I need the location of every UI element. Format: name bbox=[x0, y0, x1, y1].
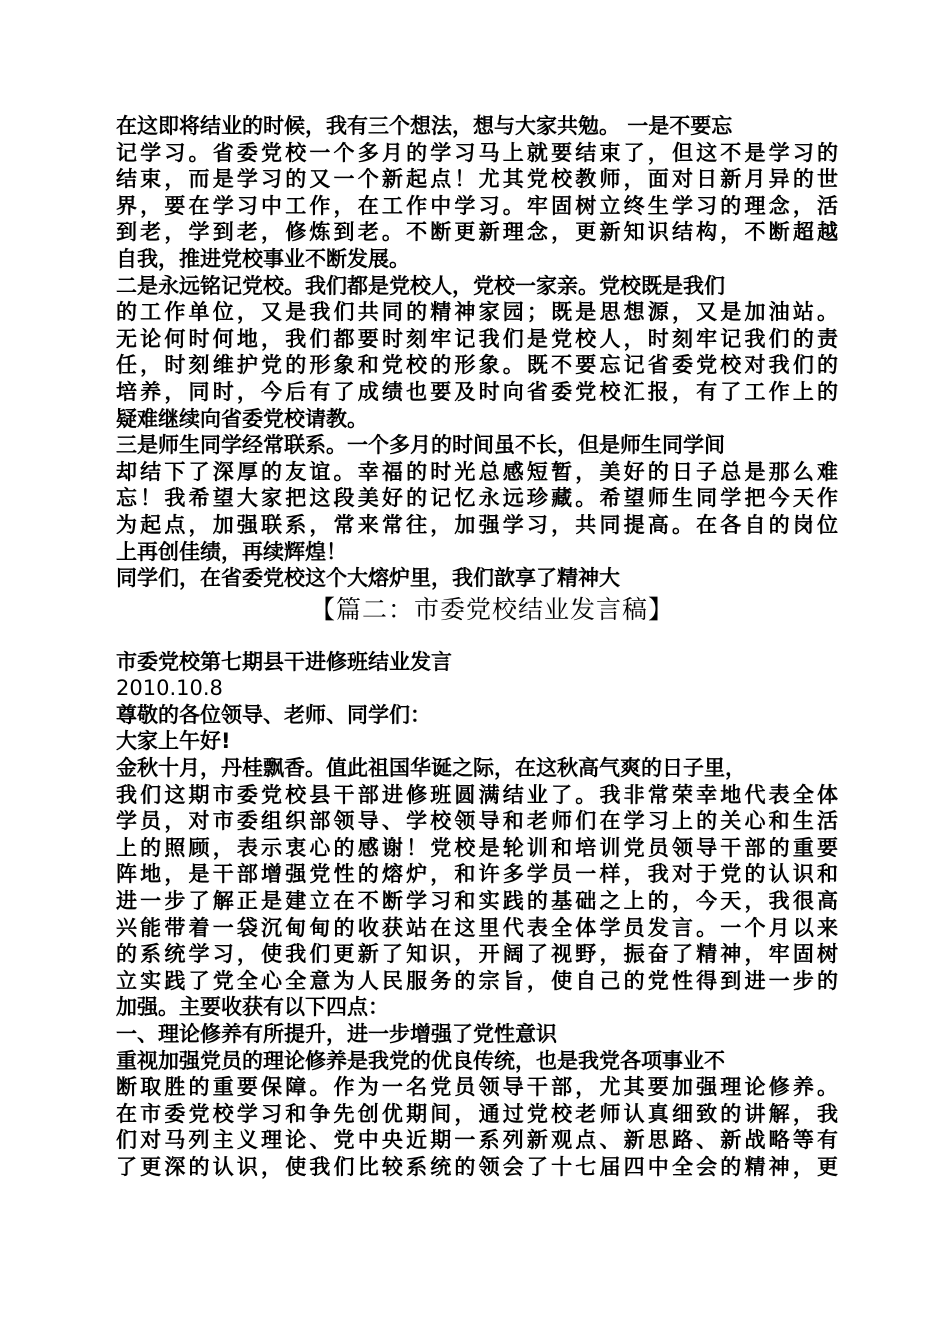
text-line: 了更深的认识，使我们比较系统的领会了十七届四中全会的精神，更 bbox=[116, 1154, 838, 1179]
text-line: 金秋十月，丹桂飘香。值此祖国华诞之际，在这秋高气爽的日子里， bbox=[116, 756, 746, 781]
text-line: 在这即将结业的时候，我有三个想法，想与大家共勉。 一是不要忘 bbox=[116, 114, 733, 138]
text-line: 学员，对市委组织部领导、学校领导和老师们在学习上的关心和生活 bbox=[116, 809, 838, 834]
text-line: 立实践了党全心全意为人民服务的宗旨，使自己的党性得到进一步的 bbox=[116, 968, 838, 993]
text-line: 尊敬的各位领导、老师、同学们： bbox=[116, 702, 431, 727]
text-line: 到老，学到老，修炼到老。不断更新理念，更新知识结构，不断超越 bbox=[116, 220, 838, 245]
text-line: 的工作单位，又是我们共同的精神家园；既是思想源，又是加油站。 bbox=[116, 300, 838, 325]
text-line: 培养，同时，今后有了成绩也要及时向省委党校汇报，有了工作上的 bbox=[116, 379, 838, 404]
text-line: 却结下了深厚的友谊。幸福的时光总感短暂，美好的日子总是那么难 bbox=[116, 459, 838, 484]
text-line: 忘！我希望大家把这段美好的记忆永远珍藏。希望师生同学把今天作 bbox=[116, 486, 838, 511]
part2-body bbox=[116, 649, 838, 1181]
text-line: 自我，推进党校事业不断发展。 bbox=[116, 246, 410, 271]
text-line: 进一步了解正是建立在不断学习和实践的基础之上的，今天，我很高 bbox=[116, 889, 838, 914]
text-line: 上的照顾，表示衷心的感谢！党校是轮训和培训党员领导干部的重要 bbox=[116, 835, 838, 860]
text-line: 二是永远铭记党校。我们都是党校人，党校一家亲。党校既是我们 bbox=[116, 273, 725, 298]
speech-date: 2010.10.8 bbox=[116, 676, 223, 701]
text-line: 结束，而是学习的又一个新起点！尤其党校教师，面对日新月异的世 bbox=[116, 167, 838, 192]
text-line: 加强。主要收获有以下四点： bbox=[116, 995, 389, 1020]
text-line: 我们这期市委党校县干部进修班圆满结业了。我非常荣幸地代表全体 bbox=[116, 782, 838, 807]
text-line: 记学习。省委党校一个多月的学习马上就要结束了，但这不是学习的 bbox=[116, 140, 838, 165]
text-line: 的系统学习，使我们更新了知识，开阔了视野，振奋了精神，牢固树 bbox=[116, 942, 838, 967]
text-line: 同学们，在省委党校这个大熔炉里，我们歆享了精神大 bbox=[116, 566, 620, 591]
speech-title: 市委党校第七期县干进修班结业发言 bbox=[116, 649, 452, 674]
text-line: 任，时刻维护党的形象和党校的形象。既不要忘记省委党校对我们的 bbox=[116, 353, 838, 378]
text-line: 重视加强党员的理论修养是我党的优良传统，也是我党各项事业不 bbox=[116, 1048, 725, 1073]
text-line: 上再创佳绩，再续辉煌！ bbox=[116, 539, 347, 564]
subheading: 一、理论修养有所提升，进一步增强了党性意识 bbox=[116, 1022, 557, 1046]
part1-body bbox=[116, 113, 838, 592]
document-page bbox=[116, 113, 838, 1181]
text-line: 界，要在学习中工作，在工作中学习。牢固树立终生学习的理念，活 bbox=[116, 193, 838, 218]
text-line: 为起点，加强联系，常来常往，加强学习，共同提高。在各自的岗位 bbox=[116, 512, 838, 537]
section-heading: 【篇二：市委党校结业发言稿】 bbox=[309, 594, 674, 624]
text-line: 大家上午好! bbox=[116, 729, 231, 754]
text-line: 阵地，是干部增强党性的熔炉，和许多学员一样，我对于党的认识和 bbox=[116, 862, 838, 887]
text-line: 断取胜的重要保障。作为一名党员领导干部，尤其要加强理论修养。 bbox=[116, 1075, 838, 1100]
text-line: 在市委党校学习和争先创优期间，通过党校老师认真细致的讲解，我 bbox=[116, 1101, 838, 1126]
text-line: 三是师生同学经常联系。一个多月的时间虽不长，但是师生同学间 bbox=[116, 433, 725, 458]
text-line: 疑难继续向省委党校请教。 bbox=[116, 406, 368, 431]
text-line: 兴能带着一袋沉甸甸的收获站在这里代表全体学员发言。一个月以来 bbox=[116, 915, 838, 940]
text-line: 无论何时何地，我们都要时刻牢记我们是党校人，时刻牢记我们的责 bbox=[116, 326, 838, 351]
text-line: 们对马列主义理论、党中央近期一系列新观点、新思路、新战略等有 bbox=[116, 1128, 838, 1153]
